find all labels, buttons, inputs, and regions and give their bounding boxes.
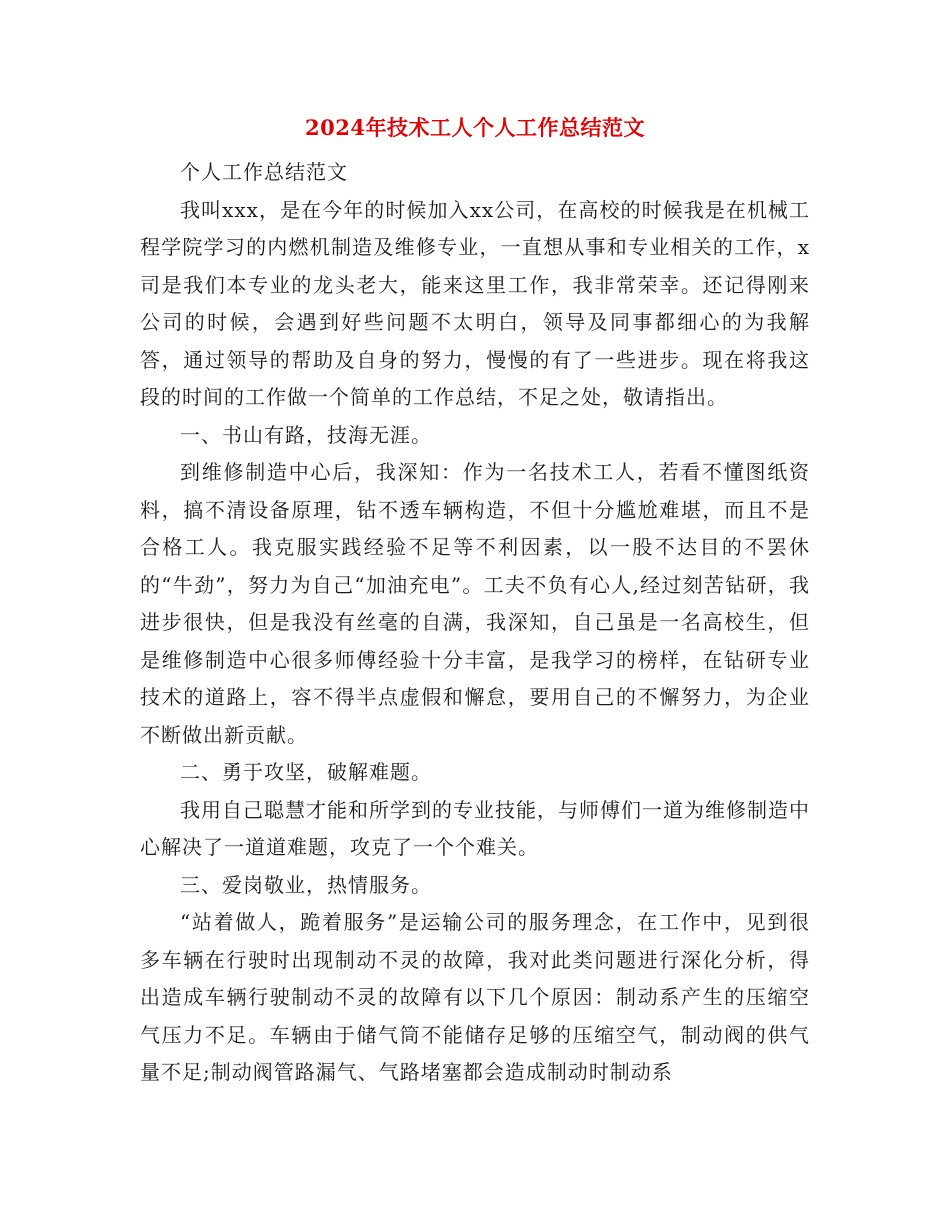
document-title: 2024年技术工人个人工作总结范文 [305, 115, 645, 140]
section-heading-1: 一、书山有路，技海无涯。 [180, 422, 432, 447]
doc-heading-label: 个人工作总结范文 [180, 160, 348, 184]
section-1-paragraph: 到维修制造中心后，我深知：作为一名技术工人，若看不懂图纸资料，搞不清设备原理，钻不透车辆构造，不但十分尴尬难堪，而且不是合格工人。我克服实践经验不足等不利因素，以一股不达目的不罢休的“牛劲”，努力为自己“加油充电”。工夫不负有心人,经过刻苦钻研，我进步很快，但是我没有丝毫的自满，我深知，自己虽是一名高校生，但是维修制造中心很多师傅经验十分丰富，是我学习的榜样，在钻研专业技术的道路上，容不得半点虚假和懈怠，要用自己的不懈努力，为企业不断做出新贡献。 [140, 460, 810, 747]
document-page [140, 108, 810, 1092]
section-heading-3: 三、爱岗敬业，热情服务。 [180, 872, 432, 897]
intro-paragraph: 我叫xxx，是在今年的时候加入xx公司，在高校的时候我是在机械工程学院学习的内燃机制造及维修专业，一直想从事和专业相关的工作，x司是我们本专业的龙头老大，能来这里工作，我非常荣幸。还记得刚来公司的时候，会遇到好些问题不太明白，领导及同事都细心的为我解答，通过领导的帮助及自身的努力，慢慢的有了一些进步。现在将我这段的时间的工作做一个简单的工作总结，不足之处，敬请指出。 [140, 197, 810, 409]
section-2-paragraph: 我用自己聪慧才能和所学到的专业技能，与师傅们一道为维修制造中心解决了一道道难题，攻克了一个个难关。 [140, 797, 810, 859]
section-heading-2: 二、勇于攻坚，破解难题。 [180, 760, 432, 784]
section-3-paragraph: “站着做人，跪着服务”是运输公司的服务理念，在工作中，见到很多车辆在行驶时出现制动不灵的故障，我对此类问题进行深化分析，得出造成车辆行驶制动不灵的故障有以下几个原因：制动系产生的压缩空气压力不足。车辆由于储气筒不能储存足够的压缩空气，制动阀的供气量不足;制动阀管路漏气、气路堵塞都会造成制动时制动系 [140, 910, 810, 1084]
